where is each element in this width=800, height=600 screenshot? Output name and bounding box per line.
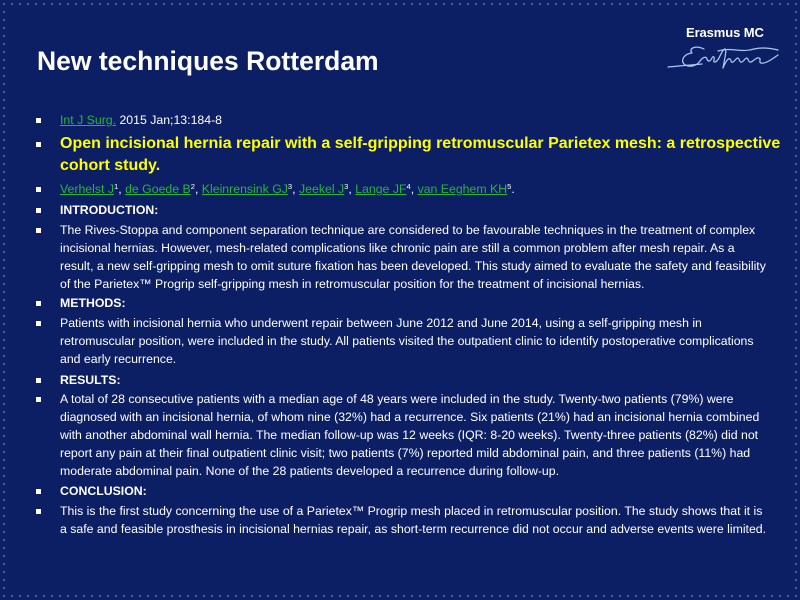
signature-stroke — [718, 48, 778, 51]
bullet-marker — [36, 378, 41, 383]
author-link-jeekel[interactable]: Jeekel J — [299, 182, 345, 196]
author-link-de-goede[interactable]: de Goede B — [125, 182, 191, 196]
introduction-line: incisional hernias. However, mesh-related complications like chronic pain are still a common problem after mesh repair. As a — [60, 241, 735, 255]
results-line: moderate abdominal pain. None of the 28 patients developed a recurrence during follow-up. — [60, 464, 560, 478]
results-line: report any pain at their final outpatient clinic visit; two patients (7%) reported mild abdominal pain, and three patients (11%) had — [60, 446, 751, 460]
conclusion-line: This is the first study concerning the use of a Parietex™ Progrip mesh placed in retromuscular position. The study shows that it is — [60, 504, 763, 518]
dotted-border-left — [0, 8, 8, 592]
results-text — [60, 390, 759, 480]
author-separator: , — [410, 182, 418, 196]
bullet-marker — [36, 397, 41, 402]
article-title — [60, 133, 780, 177]
author-affiliation-number: 1 — [114, 182, 119, 192]
signature-stroke — [683, 47, 704, 66]
author-link-verhelst[interactable]: Verhelst J — [60, 182, 114, 196]
methods-line: Patients with incisional hernia who underwent repair between June 2012 and June 2014, using a self-gripping mesh in — [60, 316, 702, 330]
bullet-marker — [36, 187, 41, 192]
methods-text — [60, 314, 754, 368]
dotted-border-bottom — [0, 592, 800, 600]
methods-heading — [60, 294, 126, 312]
bullet-marker — [36, 118, 41, 123]
bullet-marker — [36, 301, 41, 306]
dotted-border-right — [792, 8, 800, 592]
conclusion-line: a safe and feasible prosthesis in incisional hernias repair, as short-term recurrence did not occur and adverse events were limited. — [60, 522, 767, 536]
conclusion-text — [60, 502, 766, 538]
author-separator: , — [118, 182, 126, 196]
author-affiliation-number: 3 — [344, 182, 349, 192]
logo-wordmark: Erasmus MC — [686, 25, 764, 40]
author-list — [60, 180, 515, 198]
article-title-line: cohort study. — [60, 157, 161, 174]
results-heading-text: RESULTS: — [60, 373, 121, 387]
results-heading — [60, 371, 121, 389]
methods-line: retromuscular position, were included in the study. All patients visited the outpatient clinic to identify postoperative complications — [60, 334, 754, 348]
author-link-lange[interactable]: Lange JF — [355, 182, 407, 196]
methods-heading-text: METHODS: — [60, 296, 126, 310]
bullet-marker — [36, 489, 41, 494]
erasmus-signature-icon — [668, 44, 780, 72]
citation-details: 2015 Jan;13:184-8 — [119, 113, 223, 127]
signature-stroke — [700, 49, 778, 68]
bullet-marker — [36, 142, 41, 147]
introduction-heading-text: INTRODUCTION: — [60, 203, 159, 217]
conclusion-heading-text: CONCLUSION: — [60, 484, 147, 498]
results-line: A total of 28 consecutive patients with a median age of 48 years were included in the study. Twenty-two patients (79%) were — [60, 392, 734, 406]
introduction-line: The Rives-Stoppa and component separation technique are considered to be favourable techniques in the treatment of complex — [60, 223, 756, 237]
erasmus-mc-logo — [664, 22, 786, 76]
article-title-line: Open incisional hernia repair with a self-gripping retromuscular Parietex mesh: a retrospective — [60, 135, 781, 152]
author-affiliation-number: 5 — [507, 182, 512, 192]
bullet-marker — [36, 509, 41, 514]
author-separator: , — [292, 182, 299, 196]
author-affiliation-number: 3 — [287, 182, 293, 192]
author-link-kleinrensink[interactable]: Kleinrensink GJ — [201, 182, 288, 196]
author-list-end: . — [511, 182, 515, 196]
author-separator: , — [348, 182, 356, 196]
results-line: diagnosed with an incisional hernia, of whom nine (32%) had a recurrence. Six patients (21%) had an incisional hernia combined — [60, 410, 760, 424]
author-affiliation-number: 4 — [406, 182, 411, 192]
methods-line: and early recurrence. — [60, 352, 177, 366]
dotted-border-top — [0, 0, 800, 8]
introduction-line: result, a new self-gripping mesh to omit suture fixation has been developed. This study aimed to evaluate the safety and feasibility — [60, 259, 766, 273]
results-line: with another abdominal wall hernia. The median follow-up was 12 weeks (IQR: 8-20 weeks). Twenty-three patients (82%) did not — [60, 428, 759, 442]
introduction-line: of the Parietex™ Progrip self-gripping mesh in retromuscular position for the treatment of incisional hernias. — [60, 277, 645, 291]
bullet-marker — [36, 208, 41, 213]
author-affiliation-number: 2 — [190, 182, 195, 192]
author-link-van-eeghem[interactable]: van Eeghem KH — [417, 182, 508, 196]
citation-line — [60, 111, 222, 129]
bullet-marker — [36, 228, 41, 233]
introduction-text — [60, 221, 766, 293]
conclusion-heading — [60, 482, 147, 500]
slide-title: New techniques Rotterdam — [37, 46, 379, 76]
journal-link[interactable]: Int J Surg. — [60, 113, 117, 127]
author-separator: , — [194, 182, 202, 196]
introduction-heading — [60, 201, 158, 219]
bullet-marker — [36, 321, 41, 326]
